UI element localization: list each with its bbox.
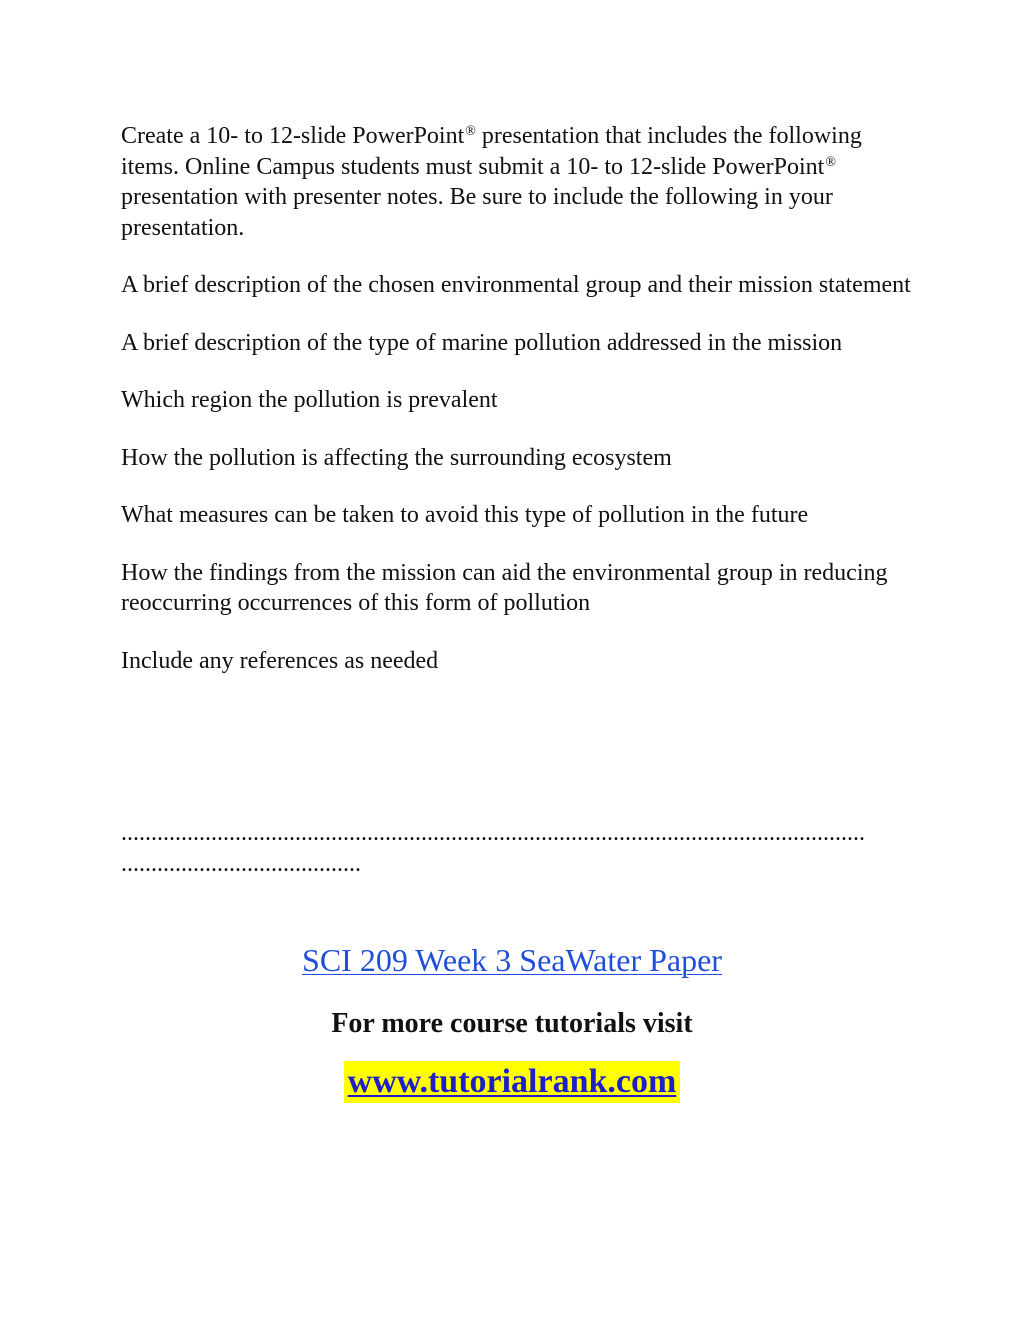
requirement-item: What measures can be taken to avoid this type of pollution in the future xyxy=(121,502,809,528)
website-link[interactable]: www.tutorialrank.com xyxy=(344,1061,681,1103)
registered-mark: ® xyxy=(825,154,836,170)
requirement-item: Include any references as needed xyxy=(121,647,439,674)
assignment-instructions xyxy=(121,121,911,676)
dotted-separator-line: ........................................ xyxy=(121,850,361,877)
dotted-separator-line: ............................................................................................................................ xyxy=(121,820,865,846)
registered-mark: ® xyxy=(465,124,476,139)
course-title-link[interactable]: SCI 209 Week 3 SeaWater Paper xyxy=(302,942,722,978)
intro-text-part1: Create a 10- to 12-slide PowerPoint xyxy=(121,123,465,149)
requirement-item: A brief description of the chosen environmental group and their mission statement xyxy=(121,272,911,298)
requirement-item: A brief description of the type of marine pollution addressed in the mission xyxy=(121,329,843,356)
intro-text-part2: presentation that includes the following items. Online Campus students must submit a 10- to 12-slide PowerPoint xyxy=(121,123,862,180)
intro-paragraph xyxy=(121,121,911,243)
intro-text-part3: presentation with presenter notes. Be sure to include the following in your presentation. xyxy=(121,184,833,241)
requirement-item: How the pollution is affecting the surrounding ecosystem xyxy=(121,444,672,471)
requirement-item: Which region the pollution is prevalent xyxy=(121,387,498,413)
dotted-separator xyxy=(121,818,911,879)
requirement-item: How the findings from the mission can aid the environmental group in reducing reoccurring occurrences of this form of pollution xyxy=(121,559,888,616)
visit-tutorials-text: For more course tutorials visit xyxy=(331,1008,693,1039)
website-link-container xyxy=(0,1061,1024,1103)
